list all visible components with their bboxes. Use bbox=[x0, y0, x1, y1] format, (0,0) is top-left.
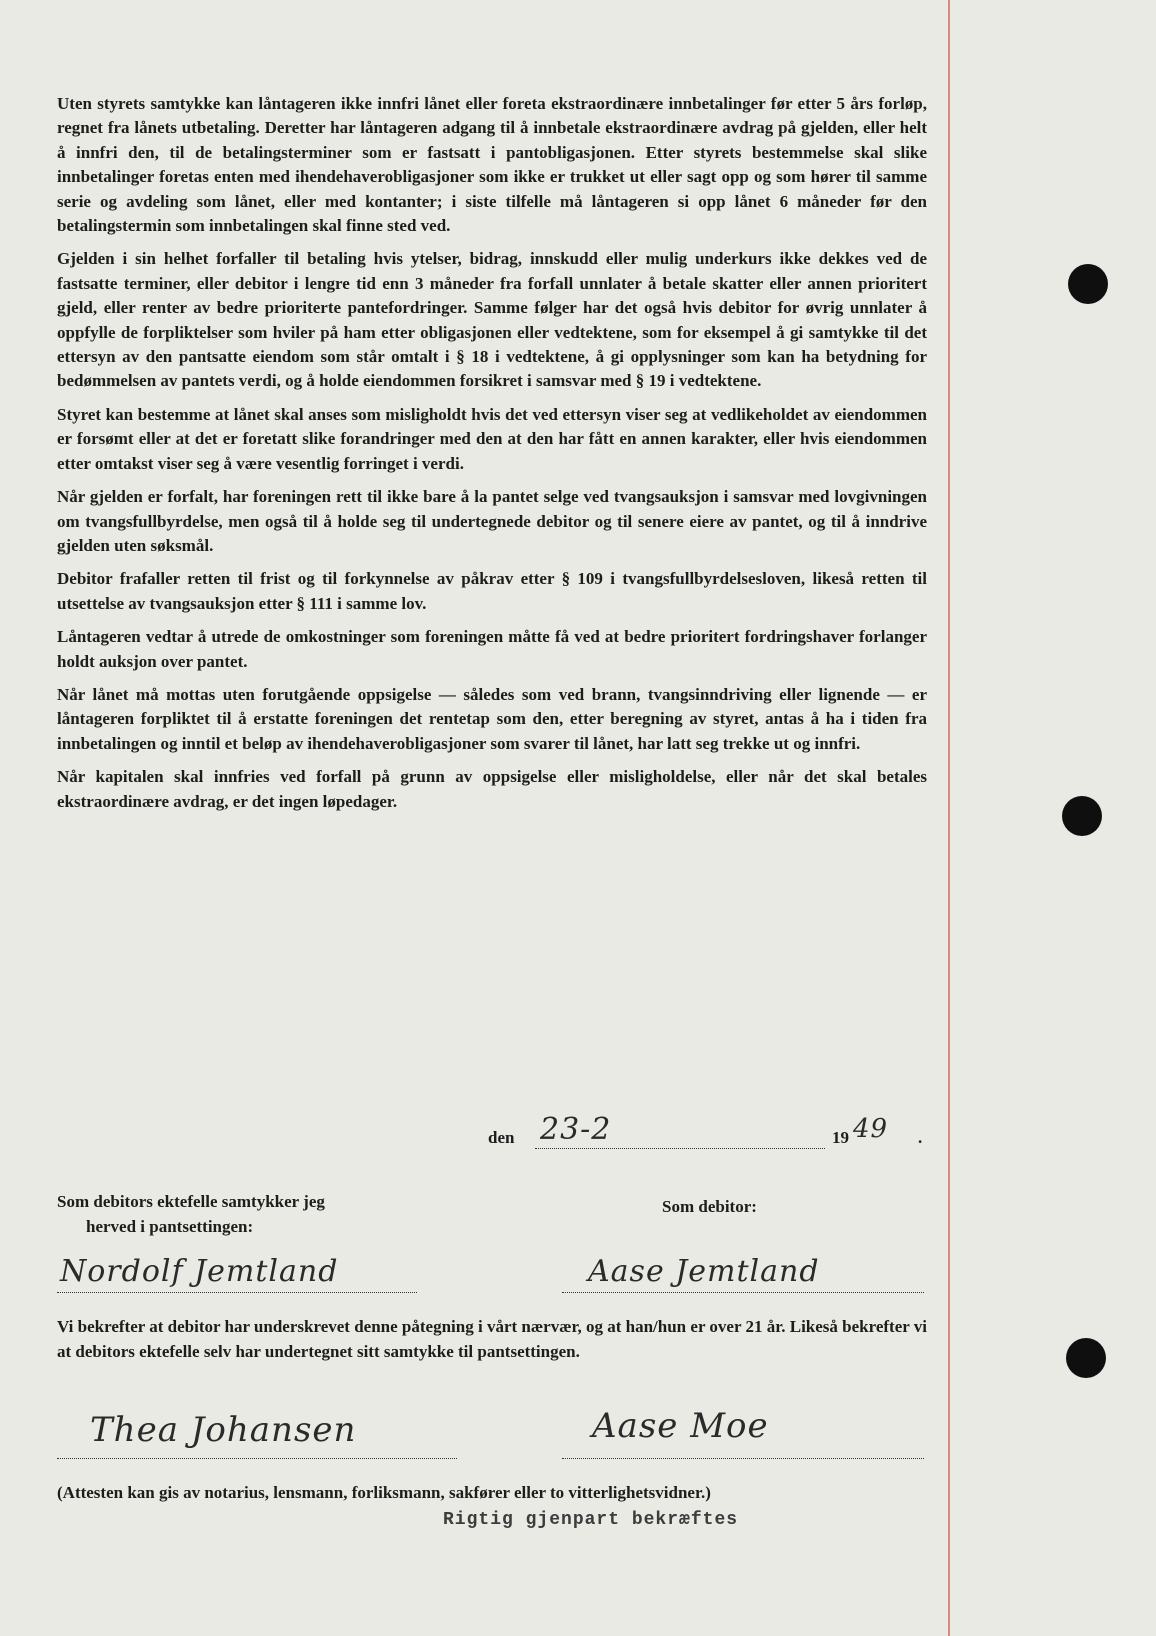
paragraph-default: Gjelden i sin helhet forfaller til betaling hvis ytelser, bidrag, innskudd eller mulig underkurs ikke dekkes ved de fastsatte terminer, eller debitor i lengre tid enn 3 måneder fra forfall unnlater å betale skatter eller annen prioritert gjeld, eller renter av bedre prioriterte pantefordringer. Samme følger har det også hvis debitor for øvrig unnlater å oppfylle de forpliktelser som hviler på ham etter obligasjonen eller vedtektene, som for eksempel å gi samtykke til det ettersyn av den pantsatte eiendom som står omtalt i § 18 i vedtektene, å gi opplysninger som kan ha betydning for bedømmelsen av pantets verdi, og å holde eiendommen forsikret i samsvar med § 19 i vedtektene. bbox=[57, 249, 927, 391]
certified-copy-stamp: Rigtig gjenpart bekræftes bbox=[443, 1510, 739, 1530]
punch-hole bbox=[1062, 796, 1102, 836]
spouse-signature-line bbox=[57, 1292, 417, 1293]
paragraph-grace-days: Når kapitalen skal innfries ved forfall på grunn av oppsigelse eller misligholdelse, eller når det skal betales ekstraordinære avdrag, er det ingen løpedager. bbox=[57, 767, 927, 811]
loan-terms-text bbox=[57, 92, 927, 823]
paragraph-interest-loss: Når lånet må mottas uten forutgående oppsigelse — således som ved brann, tvangsinndriving eller lignende — er låntageren forpliktet til å erstatte foreningen det rentetap som den, etter beregning av styret, antas å ha i tiden fra innbetalingen og inntil et beløp av ihendehaverobligasjoner som svarer til lånet, har latt seg trekke ut og innfri. bbox=[57, 684, 927, 753]
witness2-signature: Aase Moe bbox=[592, 1406, 769, 1446]
attestation-note: (Attesten kan gis av notarius, lensmann, forliksmann, sakfører eller to vitterlighetsvidner.) bbox=[57, 1483, 711, 1502]
handwritten-date: 23-2 bbox=[540, 1112, 612, 1147]
spouse-signature: Nordolf Jemtland bbox=[60, 1254, 339, 1289]
paragraph-enforcement: Når gjelden er forfalt, har foreningen rett til ikke bare å la pantet selge ved tvangsauksjon i samsvar med lovgivningen om tvangsfullbyrdelse, men også til å holde seg til undertegnede debitor og til senere eiere av pantet, og til å inndrive gjelden uten søksmål. bbox=[57, 487, 927, 555]
paragraph-inspection: Styret kan bestemme at lånet skal anses som misligholdt hvis det ved ettersyn viser seg at vedlikeholdet av eiendommen er forsømt eller at det er foretatt slike forandringer med den at den har fått en annen karakter, eller hvis eiendommen etter omtakst viser seg å være vesentlig forringet i verdi. bbox=[57, 404, 927, 473]
date-prefix: den bbox=[488, 1128, 515, 1147]
margin-rule bbox=[948, 0, 950, 1636]
paragraph-costs: Låntageren vedtar å utrede de omkostninger som foreningen måtte få ved at bedre prioritert fordringshaver forlanger holdt auksjon over pantet. bbox=[57, 627, 927, 671]
paragraph-waiver: Debitor frafaller retten til frist og til forkynnelse av påkrav etter § 109 i tvangsfullbyrdelsesloven, likeså retten til utsettelse av tvangsauksjon etter § 111 i samme lov. bbox=[57, 569, 927, 613]
date-year-printed: 19 bbox=[832, 1128, 849, 1147]
paragraph-redemption: Uten styrets samtykke kan låntageren ikke innfri lånet eller foreta ekstraordinære innbetalinger før etter 5 års forløp, regnet fra lånets utbetaling. Deretter har låntageren adgang til å innbetale ekstraordinære avdrag på gjelden, eller helt å innfri den, til de betalingsterminer som er fastsatt i pantobligasjonen. Etter styrets bestemmelse skal slike innbetalinger foretas enten med ihendehaverobligasjoner som ikke er trukket ut eller sagt opp og som hører til samme serie og avdeling som lånet, eller med kontanter; i siste tilfelle må låntageren si opp lånet 6 måneder før den betalingstermin som innbetalingen skal finne sted ved. bbox=[57, 94, 927, 236]
spouse-consent-line1: Som debitors ektefelle samtykker jeg bbox=[57, 1192, 325, 1211]
debitor-signature: Aase Jemtland bbox=[588, 1254, 820, 1289]
witness2-signature-line bbox=[562, 1458, 924, 1459]
punch-hole bbox=[1066, 1338, 1106, 1378]
date-underline bbox=[535, 1148, 825, 1149]
date-year-handwritten: 49 bbox=[853, 1114, 889, 1144]
witness-confirmation: Vi bekrefter at debitor har underskrevet denne påtegning i vårt nærvær, og at han/hun er over 21 år. Likeså bekrefter vi at debitors ektefelle selv har undertegnet sitt samtykke til pantsettingen. bbox=[57, 1317, 927, 1361]
witness1-signature-line bbox=[57, 1458, 457, 1459]
debitor-signature-line bbox=[562, 1292, 924, 1293]
spouse-consent-line2: herved i pantsettingen: bbox=[86, 1217, 254, 1236]
punch-hole bbox=[1068, 264, 1108, 304]
witness1-signature: Thea Johansen bbox=[90, 1410, 357, 1450]
date-suffix: . bbox=[918, 1128, 923, 1147]
debitor-label: Som debitor: bbox=[662, 1197, 757, 1216]
